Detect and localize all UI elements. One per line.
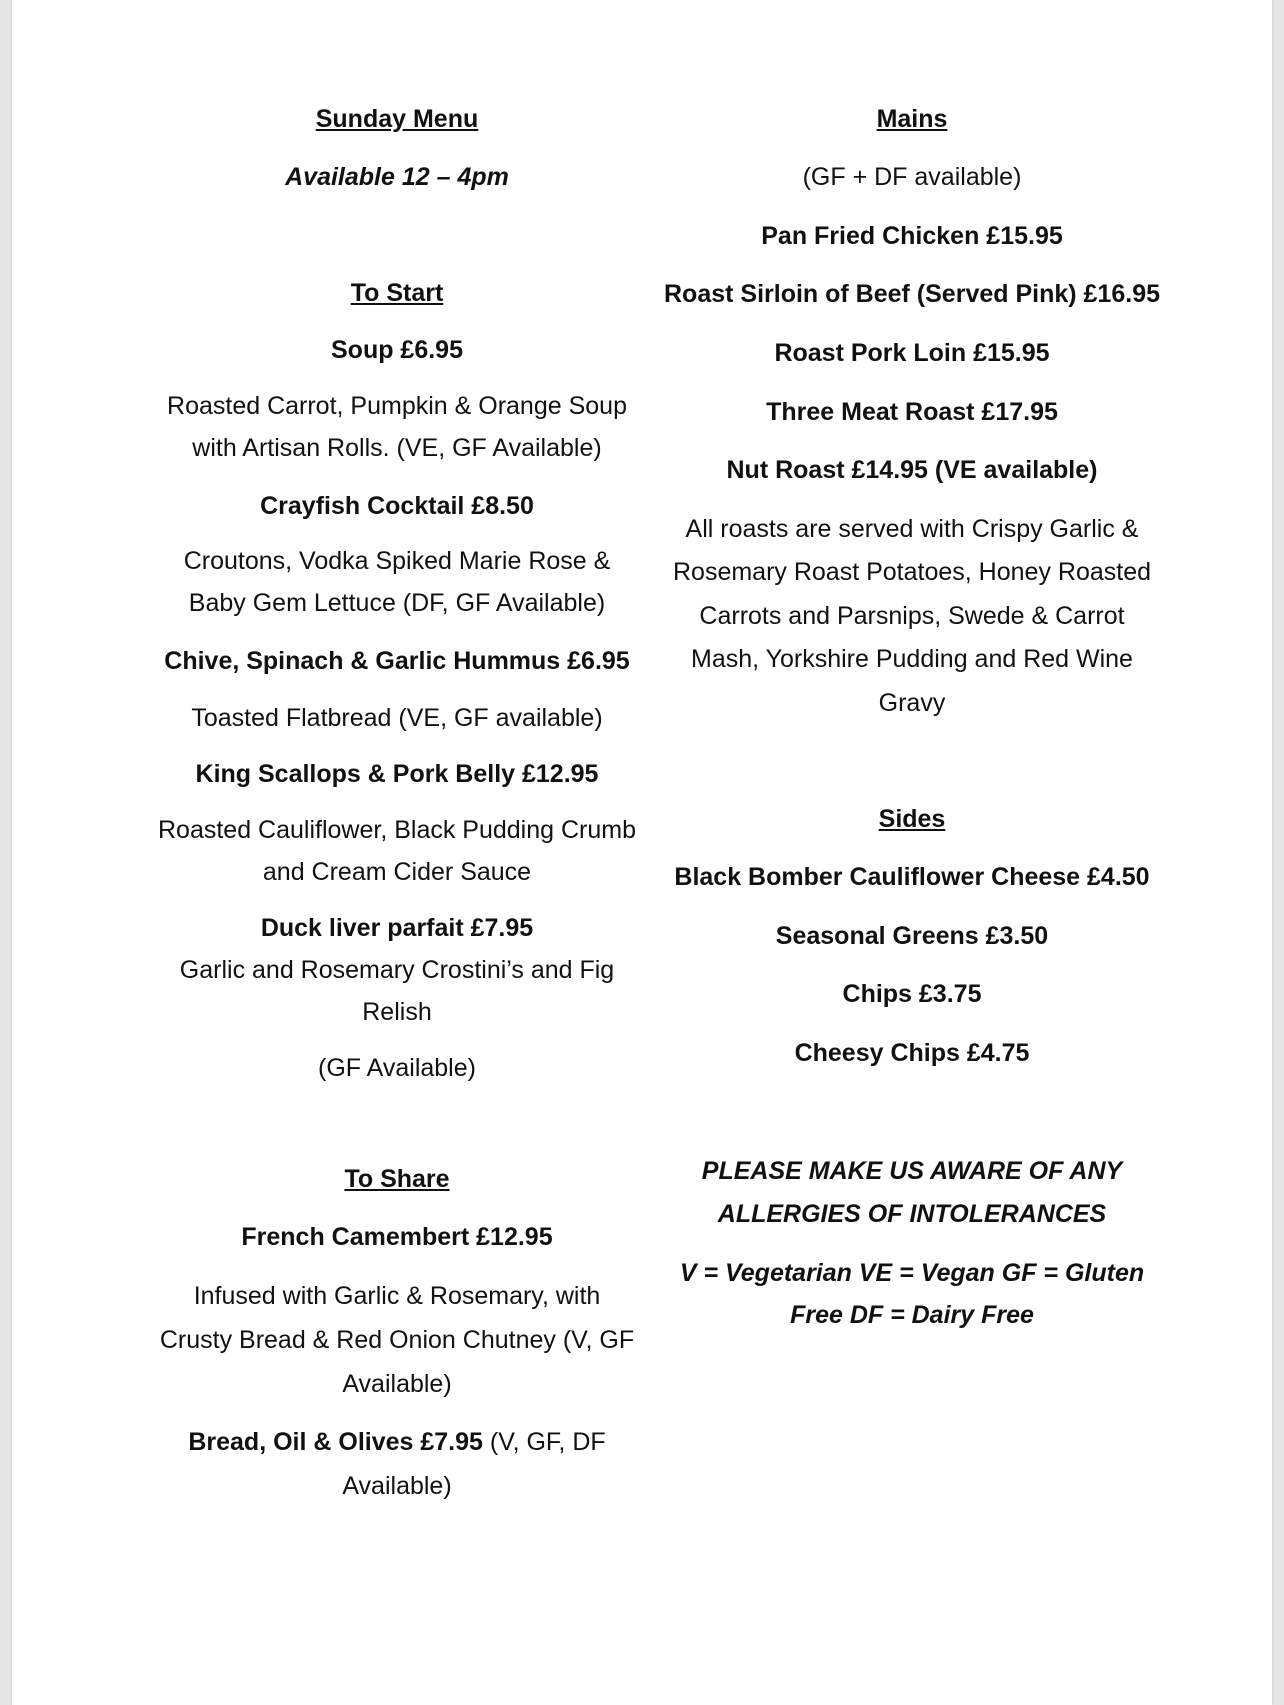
item-bread-desc: Available) [342, 1472, 452, 1500]
mains-heading: Mains [876, 105, 948, 133]
item-scallops-desc-2: and Cream Cider Sauce [262, 858, 532, 886]
item-crayfish-desc-1: Croutons, Vodka Spiked Marie Rose & [183, 547, 611, 575]
to-start-heading: To Start [350, 279, 444, 307]
main-item-pork: Roast Pork Loin £15.95 [774, 339, 1050, 367]
item-bread: Bread, Oil & Olives £7.95 [188, 1428, 483, 1456]
item-crayfish-desc-2: Baby Gem Lettuce (DF, GF Available) [188, 589, 606, 617]
item-soup-desc-2: with Artisan Rolls. (VE, GF Available) [192, 434, 602, 462]
allergy-notice-2: ALLERGIES OF INTOLERANCES [717, 1200, 1107, 1228]
main-item-chicken: Pan Fried Chicken £15.95 [761, 222, 1063, 250]
item-duck-desc-3: (GF Available) [318, 1054, 476, 1082]
item-scallops-desc-1: Roasted Cauliflower, Black Pudding Crumb [157, 816, 636, 844]
main-item-sirloin: Roast Sirloin of Beef (Served Pink) £16.95 [664, 280, 1160, 308]
main-item-nut-roast: Nut Roast £14.95 (VE available) [726, 456, 1098, 484]
item-hummus-desc: Toasted Flatbread (VE, GF available) [191, 704, 603, 732]
diet-key-2: Free DF = Dairy Free [790, 1301, 1034, 1329]
served-with-5: Gravy [878, 689, 946, 717]
served-with-2: Rosemary Roast Potatoes, Honey Roasted [672, 558, 1151, 586]
served-with-3: Carrots and Parsnips, Swede & Carrot [699, 602, 1125, 630]
item-duck: Duck liver parfait £7.95 [260, 914, 534, 942]
item-camembert-desc-1: Infused with Garlic & Rosemary, with [193, 1282, 601, 1310]
item-bread-line [127, 1421, 667, 1463]
menu-page [12, 0, 1272, 1705]
item-camembert-desc-3: Available) [342, 1370, 452, 1398]
to-share-heading: To Share [344, 1165, 450, 1193]
side-item-cauliflower: Black Bomber Cauliflower Cheese £4.50 [674, 863, 1150, 891]
item-duck-desc-1: Garlic and Rosemary Crostini’s and Fig [179, 956, 615, 984]
sides-heading: Sides [878, 805, 946, 833]
mains-note: (GF + DF available) [802, 163, 1022, 191]
item-camembert-desc-2: Crusty Bread & Red Onion Chutney (V, GF [159, 1326, 635, 1354]
item-scallops: King Scallops & Pork Belly £12.95 [195, 760, 599, 788]
served-with-1: All roasts are served with Crispy Garlic & [685, 515, 1139, 543]
diet-key-1: V = Vegetarian VE = Vegan GF = Gluten [679, 1259, 1145, 1287]
side-item-greens: Seasonal Greens £3.50 [775, 922, 1049, 950]
main-item-three-meat: Three Meat Roast £17.95 [766, 398, 1058, 426]
side-item-chips: Chips £3.75 [842, 980, 982, 1008]
item-bread-note: (V, GF, DF [482, 1428, 606, 1456]
item-crayfish: Crayfish Cocktail £8.50 [260, 492, 534, 520]
item-camembert: French Camembert £12.95 [241, 1223, 553, 1251]
served-with-4: Mash, Yorkshire Pudding and Red Wine [691, 645, 1133, 673]
item-duck-desc-2: Relish [362, 998, 432, 1026]
item-hummus: Chive, Spinach & Garlic Hummus £6.95 [164, 647, 630, 675]
availability-text: Available 12 – 4pm [285, 163, 509, 191]
item-soup: Soup £6.95 [331, 336, 463, 364]
menu-title: Sunday Menu [315, 105, 479, 133]
side-item-cheesy-chips: Cheesy Chips £4.75 [794, 1039, 1030, 1067]
allergy-notice-1: PLEASE MAKE US AWARE OF ANY [701, 1157, 1123, 1185]
item-soup-desc-1: Roasted Carrot, Pumpkin & Orange Soup [167, 392, 627, 420]
